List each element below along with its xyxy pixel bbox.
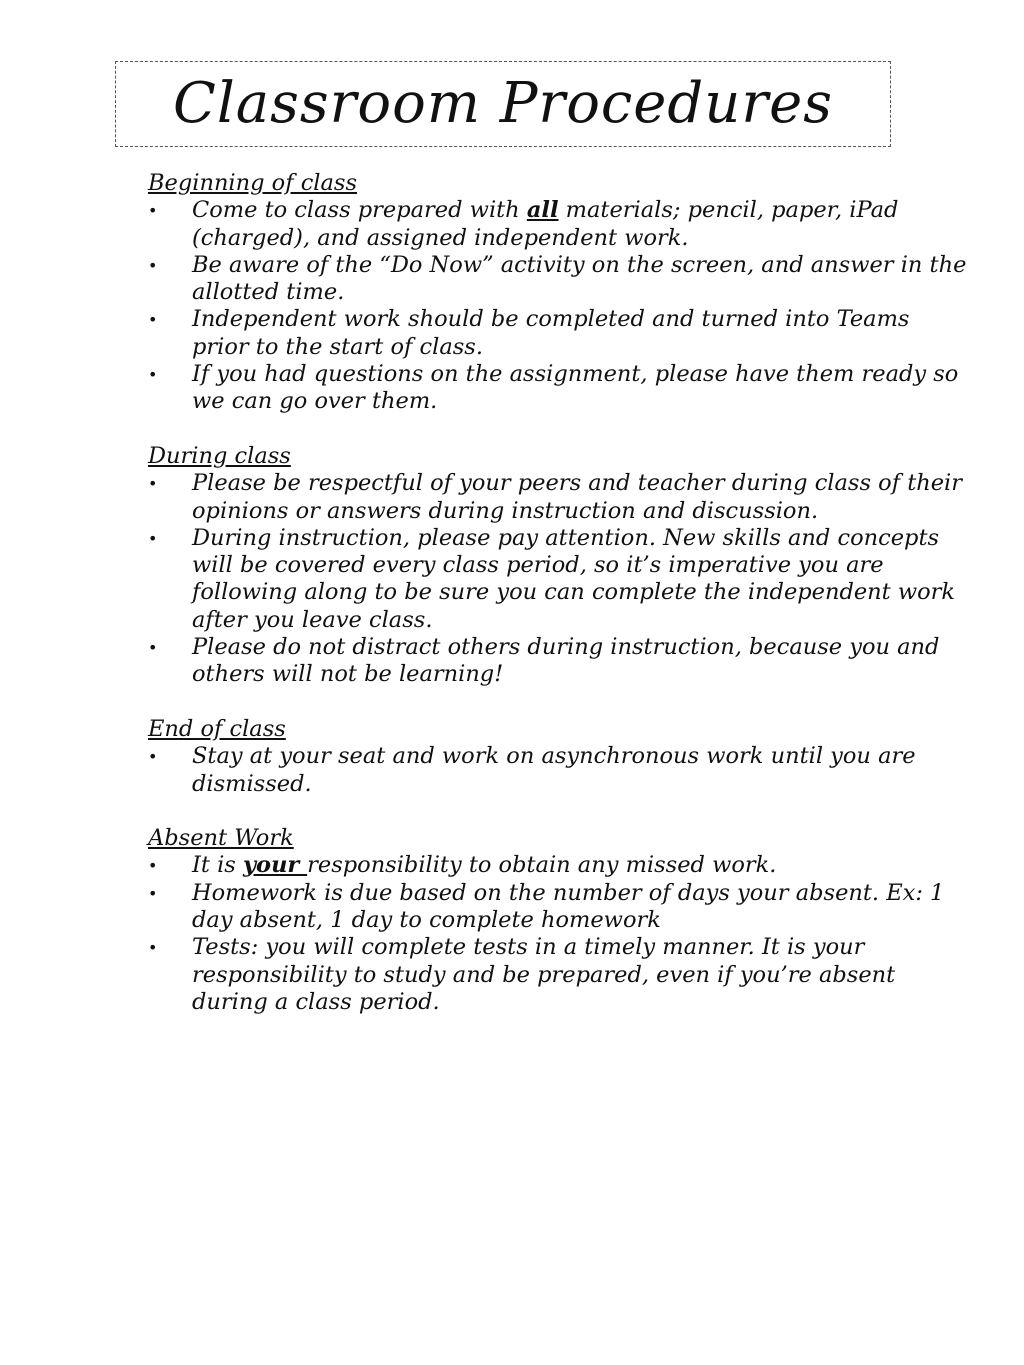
list-item: • Independent work should be completed and turned into Teams prior to the start of class. xyxy=(148,306,910,360)
section-heading: End of class xyxy=(148,715,286,742)
bullet-icon: • xyxy=(148,310,158,330)
list-item: • It is your responsibility to obtain any missed work. xyxy=(148,852,777,879)
page-title: Classroom Procedures xyxy=(173,71,833,136)
list-item: • Be aware of the “Do Now” activity on the screen, and answer in the allotted time. xyxy=(148,251,967,306)
bullet-list xyxy=(148,197,968,415)
section-end-of-class xyxy=(148,716,968,798)
bullet-icon: • xyxy=(148,638,158,658)
section-absent-work xyxy=(148,825,968,1016)
section-heading: Absent Work xyxy=(148,825,294,852)
bullet-list xyxy=(148,743,968,798)
list-item: • Come to class prepared with all materials; pencil, paper, iPad (charged), and assigned independent work. xyxy=(148,197,899,251)
list-item: • Stay at your seat and work on asynchronous work until you are dismissed. xyxy=(148,743,916,797)
title-box xyxy=(115,61,891,147)
list-item: • Please do not distract others during instruction, because you and others will not be learning! xyxy=(148,634,940,688)
bullet-icon: • xyxy=(148,365,158,385)
bullet-icon: • xyxy=(148,856,158,876)
procedures-content xyxy=(148,170,968,1044)
list-item: • During instruction, please pay attention. New skills and concepts will be covered every class period, so it’s imperative you are following along to be sure you can complete the independent work after you leave class. xyxy=(148,524,956,633)
emphasis-text: all xyxy=(526,197,559,224)
bullet-icon: • xyxy=(148,201,158,221)
bullet-icon: • xyxy=(148,883,158,903)
bullet-list xyxy=(148,470,968,688)
bullet-list xyxy=(148,852,968,1016)
bullet-icon: • xyxy=(148,528,158,548)
section-during-class xyxy=(148,443,968,689)
bullet-icon: • xyxy=(148,255,158,275)
bullet-icon: • xyxy=(148,474,158,494)
bullet-icon: • xyxy=(148,938,158,958)
section-heading: Beginning of class xyxy=(148,170,358,196)
emphasis-text: your xyxy=(242,852,308,879)
list-item: • Please be respectful of your peers and teacher during class of their opinions or answers during instruction and discussion. xyxy=(148,470,962,524)
list-item: • Homework is due based on the number of days your absent. Ex: 1 day absent, 1 day to complete homework xyxy=(148,879,945,934)
list-item: • Tests: you will complete tests in a timely manner. It is your responsibility to study and be prepared, even if you’re absent during a class period. xyxy=(148,934,896,1015)
section-heading: During class xyxy=(148,442,291,469)
section-beginning-of-class xyxy=(148,170,968,416)
bullet-icon: • xyxy=(148,747,158,767)
list-item: • If you had questions on the assignment, please have them ready so we can go over them. xyxy=(148,361,959,415)
